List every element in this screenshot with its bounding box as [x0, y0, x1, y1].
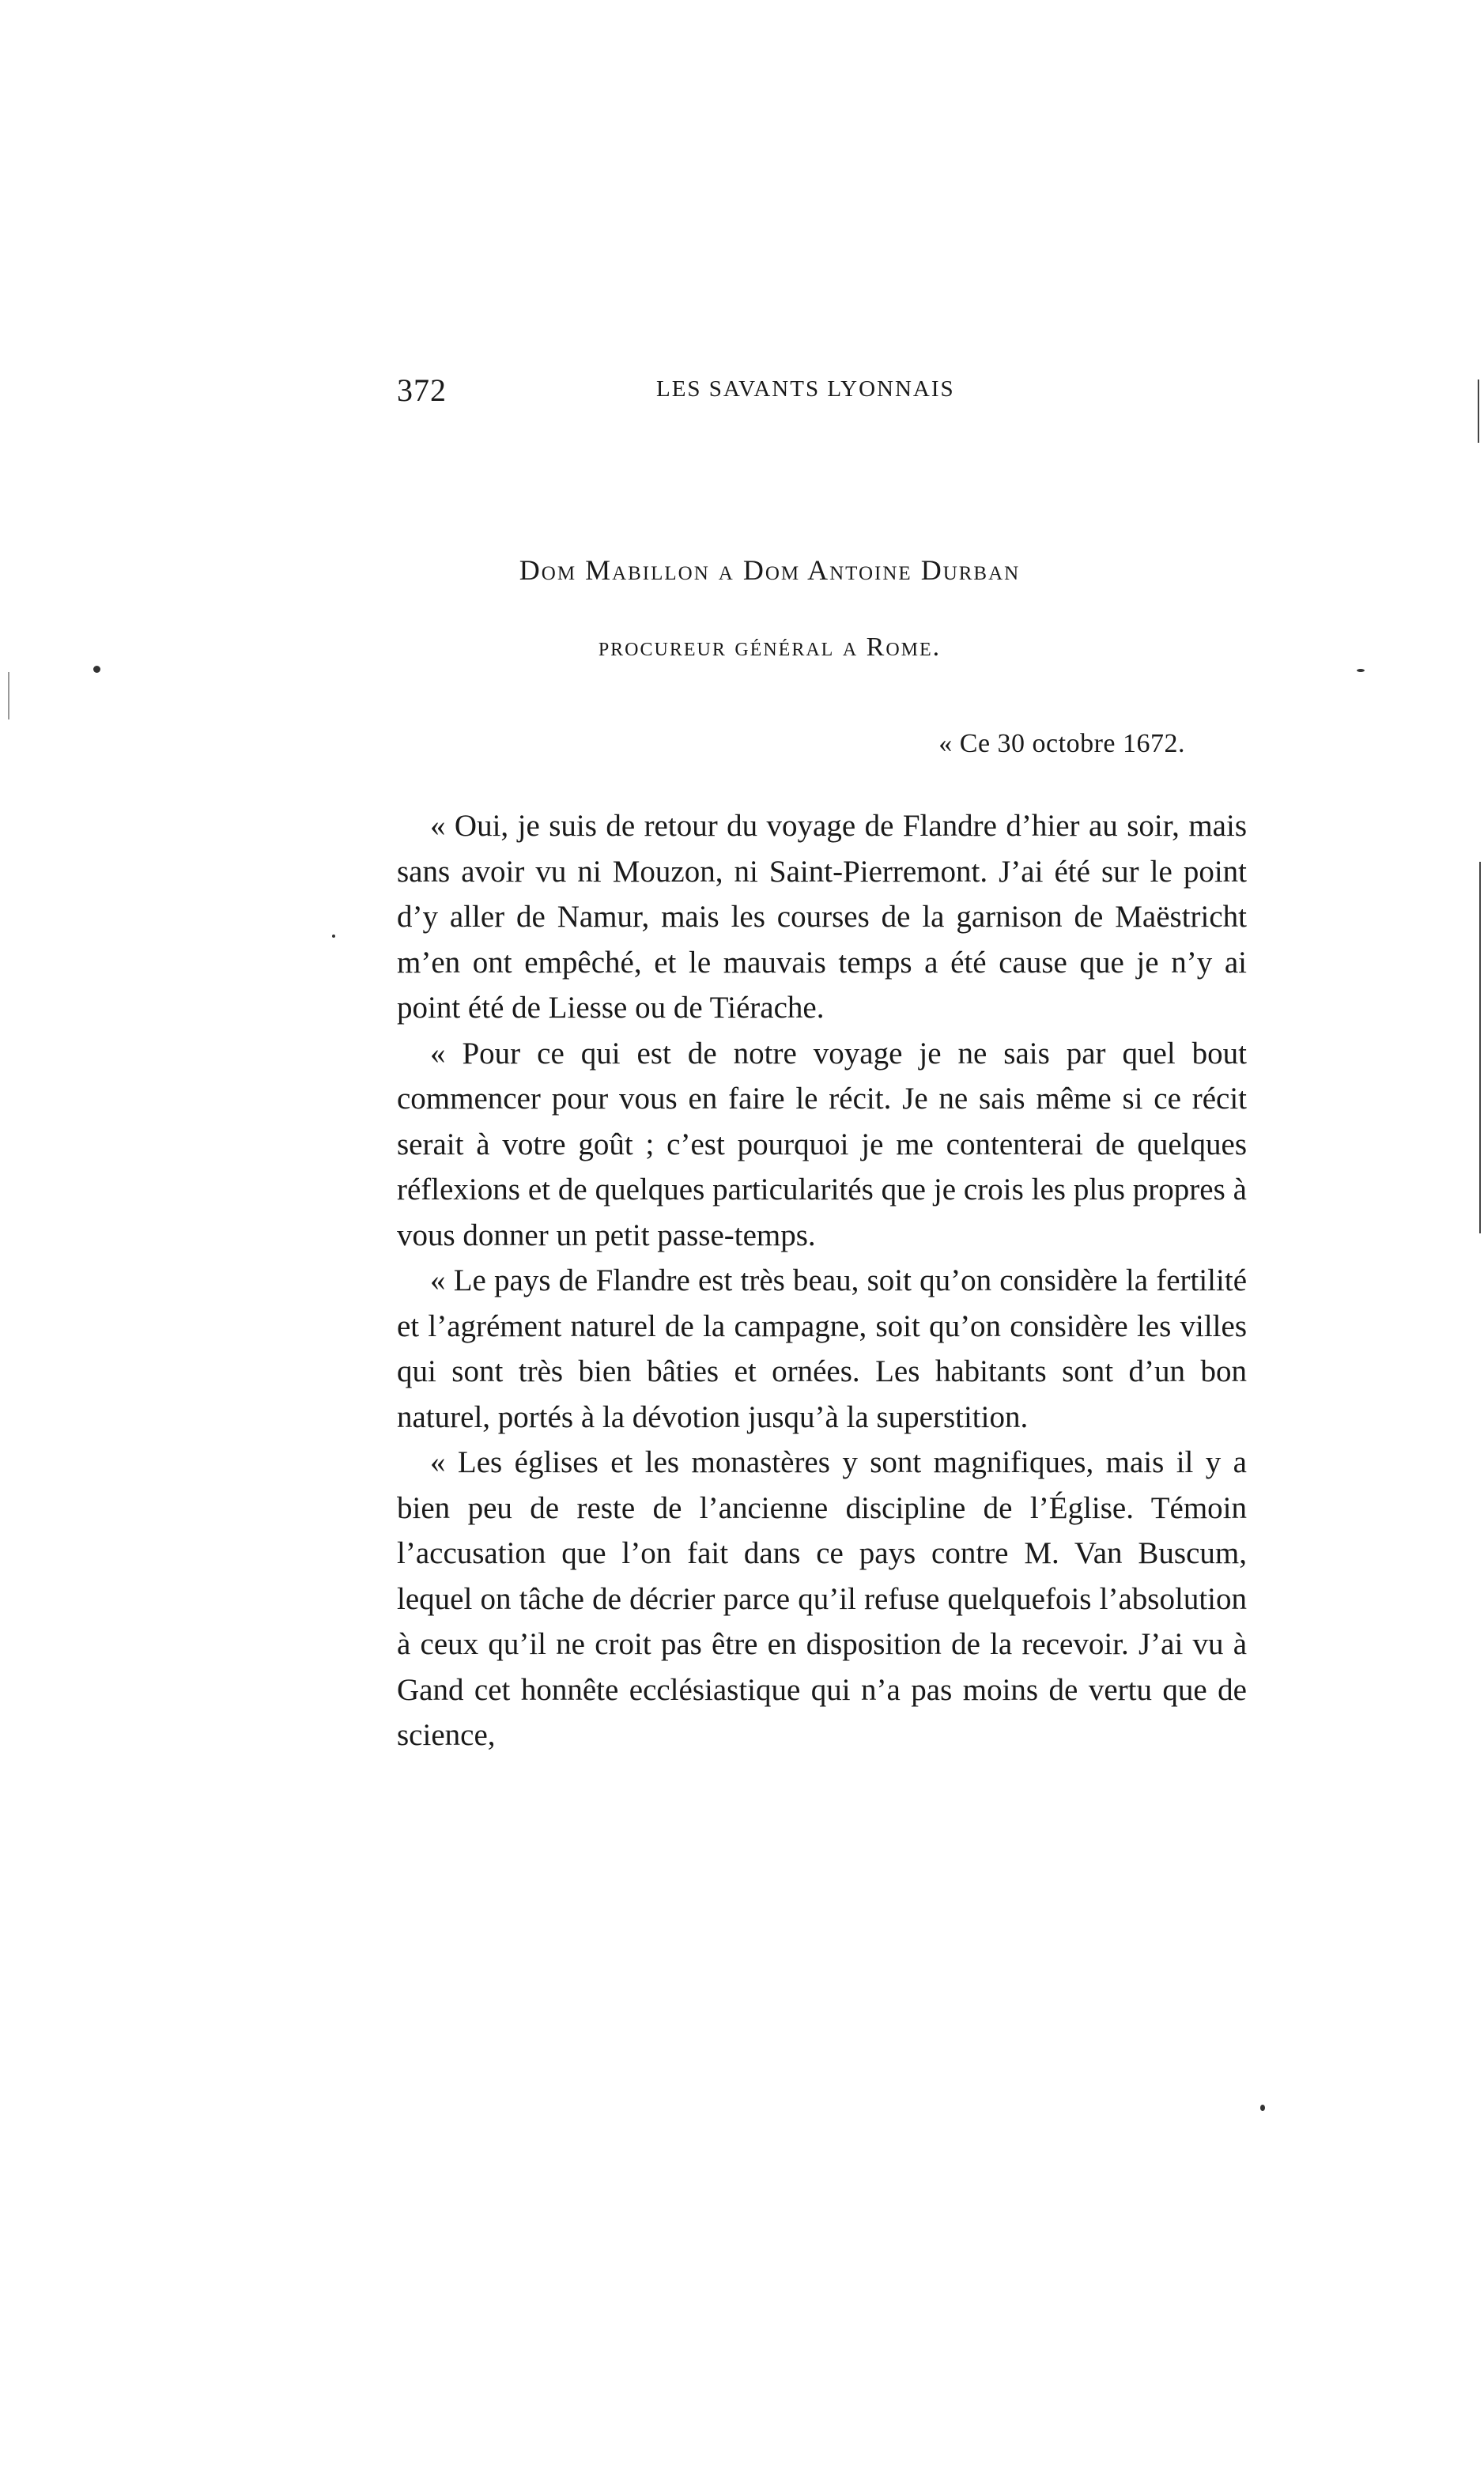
paragraph: « Les églises et les monastères y sont magnifiques, mais il y a bien peu de reste de l’ancienne discipline de l’Église. Témoin l’accusation que l’on fait dans ce pays contre M. Van Buscum, lequel on tâche de décrier parce qu’il refuse quelquefois l’absolution à ceux qu’il ne croit pas être en disposition de la recevoir. J’ai vu à Gand cet honnête ecclésiastique qui n’a pas moins de vertu que de science, — [397, 1445, 1247, 1752]
letter-date: « Ce 30 octobre 1672. — [938, 729, 1185, 758]
letter-subheading: procureur général a Rome. — [598, 633, 942, 662]
scan-speck — [93, 666, 100, 673]
letter-body — [397, 803, 1247, 1758]
scan-edge-line — [1479, 862, 1481, 1233]
running-head — [397, 372, 1247, 419]
scan-edge-line — [8, 672, 9, 719]
running-title: LES SAVANTS LYONNAIS — [656, 376, 955, 402]
paragraph: « Pour ce qui est de notre voyage je ne sais par quel bout commencer pour vous en faire le récit. Je ne sais même si ce récit serait à votre goût ; c’est pourquoi je me contenterai de quelques réflexions et de quelques particularités que je crois les plus propres à vous donner un petit passe-temps. — [397, 1036, 1247, 1252]
scan-speck — [1357, 669, 1365, 672]
paragraph: « Le pays de Flandre est très beau, soit qu’on considère la fertilité et l’agrément naturel de la campagne, soit qu’on considère les villes qui sont très bien bâties et ornées. Les habitants sont d’un bon naturel, portés à la dévotion jusqu’à la superstition. — [397, 1263, 1247, 1434]
scan-speck — [332, 935, 335, 938]
page-number: 372 — [397, 372, 447, 408]
scan-edge-line — [1478, 380, 1479, 443]
scan-speck — [1260, 2105, 1265, 2111]
paragraph: « Oui, je suis de retour du voyage de Flandre d’hier au soir, mais sans avoir vu ni Mouzon, ni Saint-Pierremont. J’ai été sur le point d’y aller de Namur, mais les courses de la garnison de Maëstricht m’en ont empêché, et le mauvais temps a été cause que je n’y ai point été de Liesse ou de Tiérache. — [397, 809, 1247, 1025]
letter-heading: Dom Mabillon a Dom Antoine Durban — [519, 554, 1021, 586]
